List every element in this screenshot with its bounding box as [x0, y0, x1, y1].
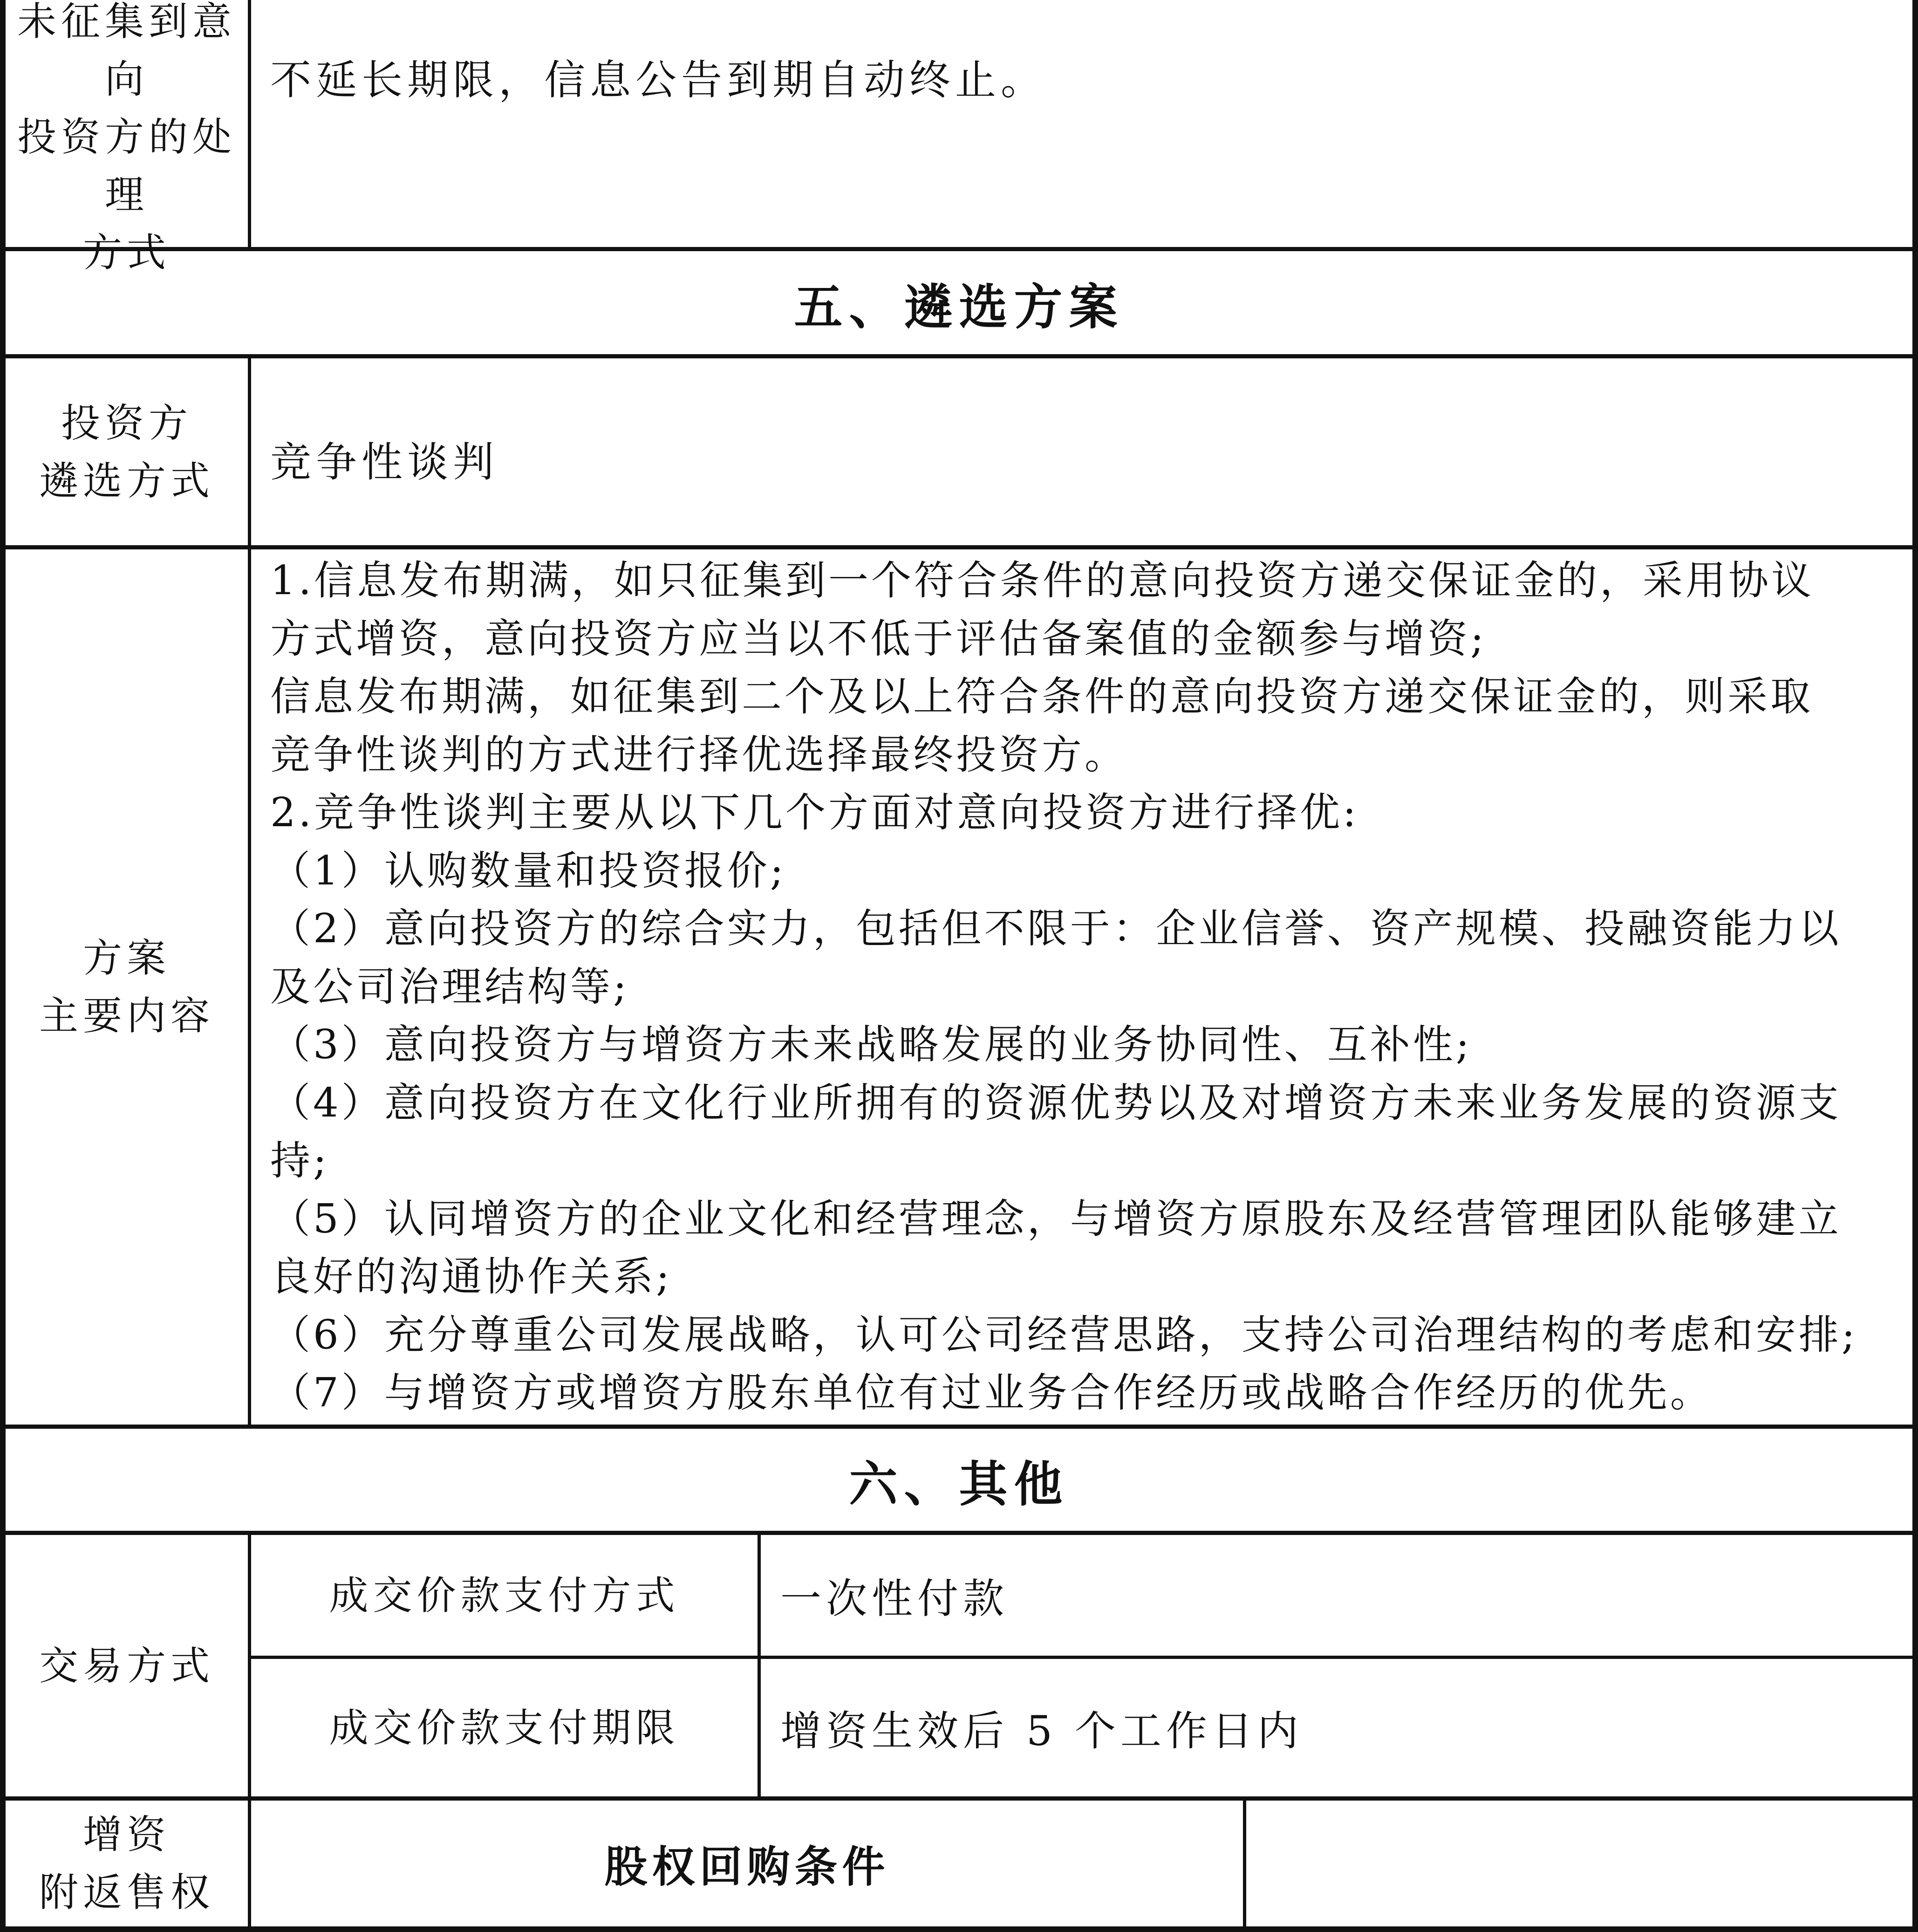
col-divider-content	[248, 547, 251, 1426]
rule-after-trade-row	[0, 1796, 1918, 1801]
rule-between-trade-items	[248, 1656, 1916, 1659]
content-line: （7）与增资方或增资方股东单位有过业务合作经历或战略合作经历的优先。	[270, 1370, 1713, 1416]
col-divider-method	[248, 356, 251, 547]
content-row-label-line: 方案	[82, 935, 171, 981]
resale-row-label-line: 增资	[82, 1812, 171, 1857]
content-line: （1）认购数量和投资报价;	[270, 847, 786, 894]
content-line: 方式增资，意向投资方应当以不低于评估备案值的金额参与增资;	[270, 615, 1487, 662]
content-row-text	[270, 552, 1908, 1422]
payment-method-value: 一次性付款	[780, 1574, 1009, 1623]
continued-row-label	[6, 0, 248, 275]
buyback-conditions-title: 股权回购条件	[604, 1842, 890, 1892]
col-divider-resale-inner	[1243, 1798, 1246, 1929]
content-line: 竞争性谈判的方式进行择优选择最终投资方。	[270, 731, 1127, 778]
method-row-value: 竞争性谈判	[270, 438, 499, 486]
content-line: （4）意向投资方在文化行业所拥有的资源优势以及对增资方未来业务发展的资源支	[270, 1079, 1842, 1126]
content-line: 1.信息发布期满，如只征集到一个符合条件的意向投资方递交保证金的，采用协议	[270, 557, 1815, 604]
trade-row-label	[6, 1535, 248, 1796]
content-line: 2.竞争性谈判主要从以下几个方面对意向投资方进行择优:	[270, 789, 1359, 836]
payment-deadline-value: 增资生效后 5 个工作日内	[780, 1706, 1303, 1755]
content-line: 信息发布期满，如征集到二个及以上符合条件的意向投资方递交保证金的，则采取	[270, 673, 1813, 720]
content-line: （5）认同增资方的企业文化和经营理念，与增资方原股东及经营管理团队能够建立	[270, 1195, 1842, 1242]
trade-row-label-text: 交易方式	[39, 1643, 214, 1689]
section6-title: 六、其他	[849, 1455, 1069, 1513]
resale-row-label	[6, 1801, 248, 1926]
rule-after-content-row	[0, 1425, 1918, 1429]
method-row-label-line: 投资方	[61, 400, 192, 446]
payment-deadline-label: 成交价款支付期限	[329, 1705, 680, 1751]
col-divider-trade-inner	[758, 1533, 761, 1798]
col-divider-top	[248, 0, 251, 249]
content-line: 持;	[270, 1137, 329, 1184]
rule-after-method-row	[0, 545, 1918, 549]
content-row-label-line: 主要内容	[39, 993, 214, 1039]
content-line: （3）意向投资方与增资方未来战略发展的业务协同性、互补性;	[270, 1021, 1472, 1068]
continued-row-label-line: 未征集到意向	[17, 0, 236, 102]
content-line: 良好的沟通协作关系;	[270, 1254, 672, 1300]
rule-after-continued-row	[0, 247, 1918, 251]
payment-method-label: 成交价款支付方式	[329, 1572, 680, 1618]
continued-row-label-line: 方式	[82, 230, 171, 275]
content-row-label	[6, 549, 248, 1425]
table-border-left	[0, 0, 6, 1932]
content-line: 及公司治理结构等;	[270, 963, 629, 1010]
rule-after-section5-title	[0, 354, 1918, 358]
resale-row-label-line: 附返售权	[39, 1870, 214, 1915]
section5-title: 五、遴选方案	[794, 278, 1124, 336]
continued-row-value: 不延长期限，信息公告到期自动终止。	[270, 56, 1047, 104]
col-divider-trade	[248, 1533, 251, 1798]
col-divider-resale	[248, 1798, 251, 1929]
content-line: （2）意向投资方的综合实力，包括但不限于：企业信誉、资产规模、投融资能力以	[270, 905, 1842, 952]
method-row-label	[6, 358, 248, 545]
content-line: （6）充分尊重公司发展战略，认可公司经营思路，支持公司治理结构的考虑和安排;	[270, 1311, 1858, 1358]
continued-row-label-line: 投资方的处理	[17, 114, 236, 218]
rule-after-section6-title	[0, 1531, 1918, 1535]
table-border-bottom	[0, 1926, 1918, 1932]
table-border-right	[1912, 0, 1918, 1932]
method-row-label-line: 遴选方式	[39, 458, 214, 504]
